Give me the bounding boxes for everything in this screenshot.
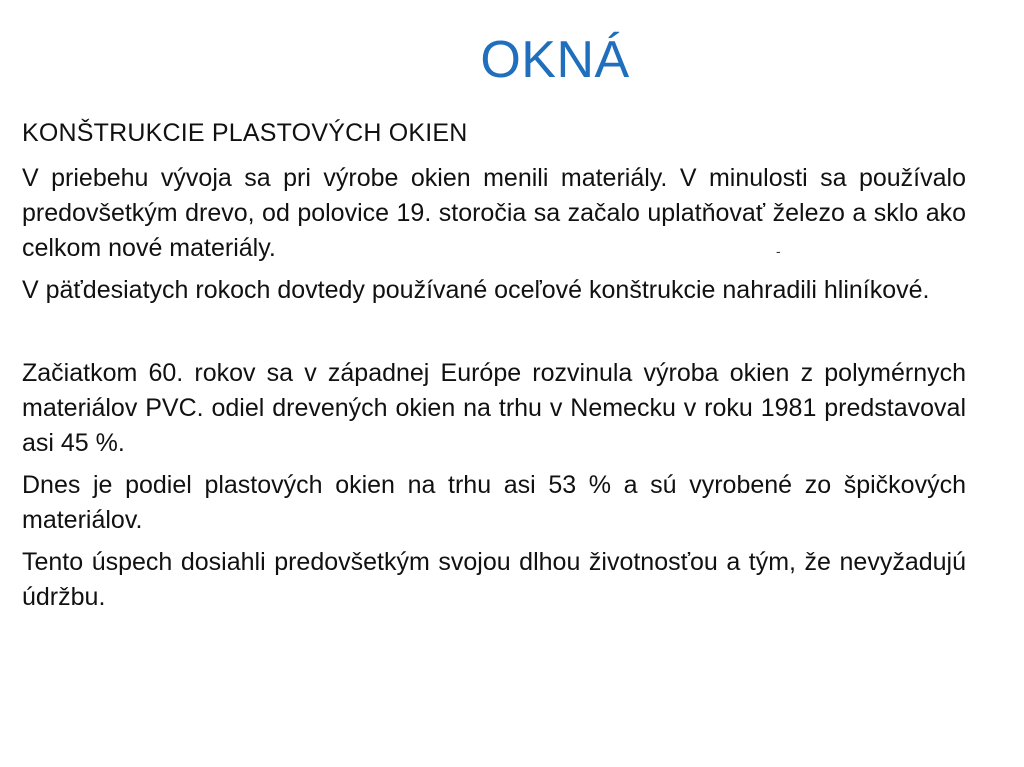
paragraph-pvc-development: Začiatkom 60. rokov sa v západnej Európe rozvinula výroba okien z polymérnych materiálov PVC. odiel drevených okien na trhu v Nemecku v roku 1981 predstavoval asi 45 %. [22,359,966,457]
paragraph-materials-history: V priebehu vývoja sa pri výrobe okien menili materiály. V minulosti sa používalo predovšetkým drevo, od polovice 19. storočia sa začalo uplatňovať železo a sklo ako celkom nové materiály. [22,164,966,262]
paragraph-aluminium: V päťdesiatych rokoch dovtedy používané oceľové konštrukcie nahradili hliníkové. [22,276,930,304]
slide-title: OKNÁ [480,31,630,89]
stray-dash-mark: - [776,243,781,259]
slide-body [22,116,966,622]
paragraph-success: Tento úspech dosiahli predovšetkým svojou dlhou životnosťou a tým, že nevyžadujú údržbu. [22,548,966,611]
section-heading: KONŠTRUKCIE PLASTOVÝCH OKIEN [22,119,468,147]
paragraph-market-share: Dnes je podiel plastových okien na trhu asi 53 % a sú vyrobené zo špičkových materiálov. [22,471,966,534]
